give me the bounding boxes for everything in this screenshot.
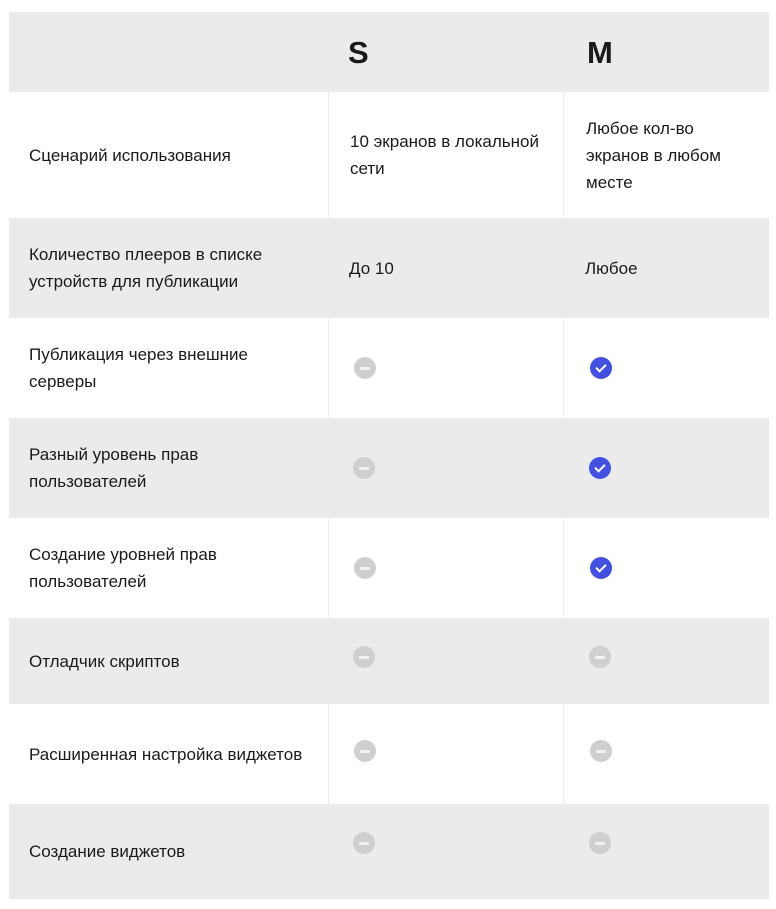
table-row xyxy=(9,704,769,804)
unavailable-icon xyxy=(353,646,375,668)
check-icon xyxy=(589,457,611,479)
plan-m-status xyxy=(563,518,769,618)
plan-m-value: Любое xyxy=(585,258,638,278)
table-row xyxy=(9,218,769,318)
table-row xyxy=(9,618,769,704)
feature-label: Сценарий использования xyxy=(29,145,231,165)
plan-s-status xyxy=(328,318,563,418)
plan-s-status xyxy=(328,418,563,518)
plan-m-status xyxy=(563,418,769,518)
table-header xyxy=(9,12,769,92)
unavailable-icon xyxy=(353,832,375,854)
table-row xyxy=(9,518,769,618)
feature-label: Разный уровень прав пользователей xyxy=(29,445,199,491)
feature-label: Расширенная настройка виджетов xyxy=(29,744,303,764)
header-plan-m: M xyxy=(587,34,613,70)
plan-m-value: Любое кол-во экранов в любом месте xyxy=(563,92,769,218)
plan-s-status xyxy=(328,518,563,618)
check-icon xyxy=(590,557,612,579)
unavailable-icon xyxy=(589,832,611,854)
table-row xyxy=(9,418,769,518)
plan-s-status xyxy=(328,618,563,704)
plan-m-status xyxy=(563,704,769,804)
plan-s-value: 10 экранов в локальной сети xyxy=(328,92,563,218)
header-feature-column xyxy=(9,12,328,92)
unavailable-icon xyxy=(590,740,612,762)
plan-m-status xyxy=(563,804,769,899)
unavailable-icon xyxy=(354,740,376,762)
comparison-table xyxy=(9,12,769,899)
table-row xyxy=(9,92,769,218)
plan-s-status xyxy=(328,704,563,804)
plan-m-status xyxy=(563,318,769,418)
feature-label: Создание уровней прав пользователей xyxy=(29,545,217,591)
check-icon xyxy=(590,357,612,379)
plan-s-status xyxy=(328,804,563,899)
feature-label: Публикация через внешние серверы xyxy=(29,345,248,391)
feature-label: Отладчик скриптов xyxy=(29,651,180,671)
feature-label: Количество плееров в списке устройств для публикации xyxy=(29,245,263,291)
unavailable-icon xyxy=(353,457,375,479)
table-row xyxy=(9,804,769,899)
feature-label: Создание виджетов xyxy=(29,842,186,861)
header-plan-s: S xyxy=(348,34,369,70)
plan-s-value: До 10 xyxy=(349,258,394,278)
plan-m-status xyxy=(563,618,769,704)
unavailable-icon xyxy=(354,557,376,579)
unavailable-icon xyxy=(354,357,376,379)
table-row xyxy=(9,318,769,418)
unavailable-icon xyxy=(589,646,611,668)
